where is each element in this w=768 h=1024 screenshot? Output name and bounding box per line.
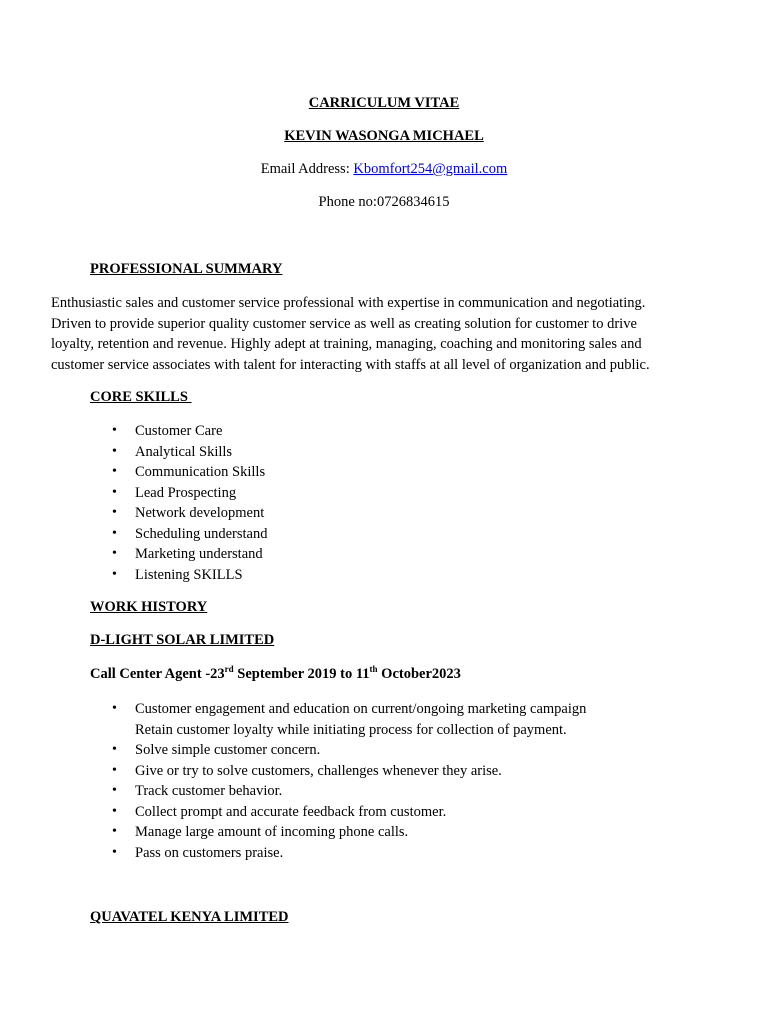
list-item: • Collect prompt and accurate feedback from customer.	[0, 802, 586, 823]
bullet-icon: •	[112, 484, 117, 500]
list-item: • Manage large amount of incoming phone calls.	[0, 822, 586, 843]
bullet-icon: •	[112, 701, 117, 716]
work-history-heading: WORK HISTORY	[90, 599, 208, 615]
list-item: • Network development	[0, 503, 268, 524]
list-item: • Pass on customers praise.	[0, 843, 586, 864]
bullet-icon: •	[112, 464, 117, 479]
bullet-icon: •	[112, 566, 117, 582]
job-title: Call Center Agent -23rd September 2019 to 11th October2023	[90, 664, 461, 682]
list-item: • Lead Prospecting	[0, 483, 268, 504]
list-item: • Give or try to solve customers, challenges whenever they arise.	[0, 761, 586, 782]
summary-heading: PROFESSIONAL SUMMARY	[90, 261, 283, 277]
bullet-icon: •	[112, 443, 117, 459]
summary-line: Enthusiastic sales and customer service professional with expertise in communication and negotiating.	[51, 295, 646, 311]
bullet-icon: •	[112, 844, 117, 860]
phone-line: Phone no:0726834615	[318, 194, 450, 210]
list-item: • Scheduling understand	[0, 524, 268, 545]
list-item: • Communication Skills	[0, 462, 268, 483]
list-item: • Customer engagement and education on current/ongoing marketing campaign Retain customer loyalty while initiating process for collection of payment.	[112, 701, 587, 738]
email-link[interactable]: Kbomfort254@gmail.com	[353, 161, 508, 177]
bullet-icon: •	[112, 742, 117, 757]
bullet-icon: •	[112, 803, 117, 819]
summary-line: loyalty, retention and revenue. Highly adept at training, managing, coaching and monitoring sales and	[51, 336, 642, 352]
document-title: CARRICULUM VITAE	[308, 95, 460, 111]
summary-line: customer service associates with talent for interacting with staffs at all level of organization and public.	[51, 356, 650, 373]
summary-line: Driven to provide superior quality customer service as well as creating solution for customer to drive	[51, 315, 637, 332]
duties-list	[0, 699, 586, 863]
email-label: Email Address:	[260, 161, 354, 177]
summary-paragraph	[51, 293, 731, 375]
employer-name: D-LIGHT SOLAR LIMITED	[90, 632, 275, 648]
skills-heading: CORE SKILLS	[90, 389, 192, 405]
employer-name: QUAVATEL KENYA LIMITED	[90, 909, 289, 925]
list-item: • Track customer behavior.	[0, 781, 586, 802]
list-item: • Marketing understand	[0, 544, 268, 565]
bullet-icon: •	[112, 423, 117, 438]
bullet-icon: •	[112, 824, 117, 839]
list-item: • Solve simple customer concern.	[0, 740, 586, 761]
list-item: • Analytical Skills	[0, 442, 268, 463]
bullet-icon: •	[112, 783, 117, 798]
bullet-icon: •	[112, 525, 117, 541]
bullet-icon: •	[112, 762, 117, 778]
email-line	[0, 161, 768, 178]
bullet-icon: •	[112, 505, 117, 520]
list-item: • Customer Care	[0, 421, 268, 442]
list-item: • Listening SKILLS	[0, 565, 268, 586]
bullet-icon: •	[112, 546, 117, 561]
candidate-name: KEVIN WASONGA MICHAEL	[284, 128, 484, 144]
skills-list	[0, 421, 268, 585]
